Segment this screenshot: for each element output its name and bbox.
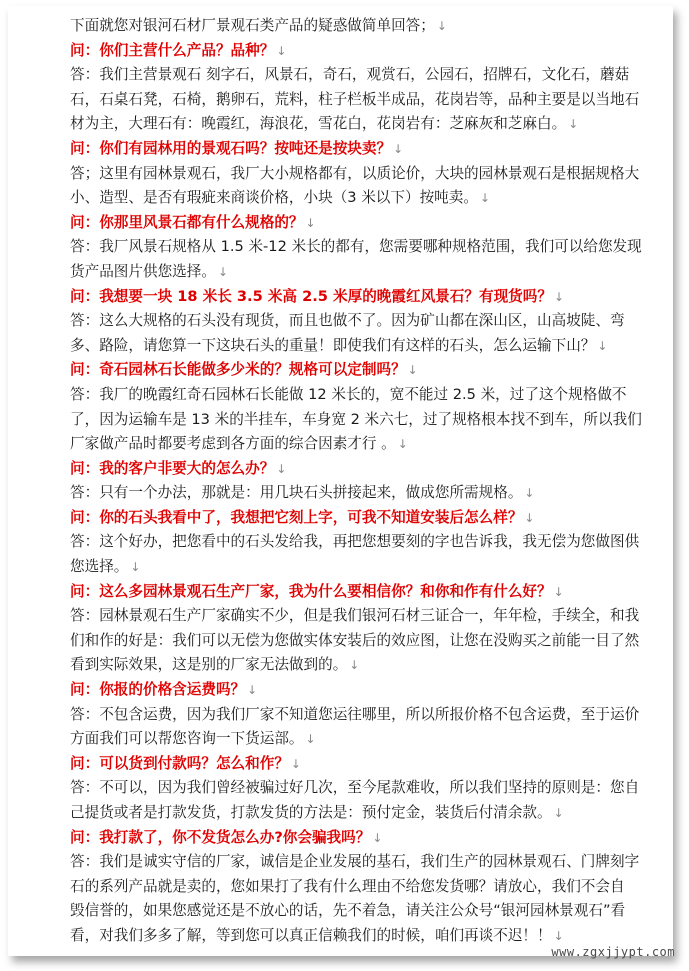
question-text: 问：你报的价格含运费吗？ (70, 681, 246, 699)
question-text: 问：我的客户非要大的怎么办？ (70, 459, 275, 477)
paragraph-mark-icon: ↓ (305, 732, 316, 747)
answer-text: 小、造型、是否有瑕疵来商谈价格，小块（3 米以下）按吨卖。 (70, 189, 478, 207)
answer-line (70, 555, 638, 580)
question-line (70, 211, 638, 236)
answer-text: 多、路险，请您算一下这块石头的重量！即使我们有这样的石头，怎么运输下山？ (70, 336, 596, 354)
paragraph-mark-icon: ↓ (305, 215, 316, 230)
answer-line (70, 260, 638, 285)
answer-text: 答：这个好办，把您看中的石头发给我，再把您想要刻的字也告诉我，我无偿为您做图供 (70, 533, 640, 551)
answer-line (70, 88, 638, 113)
answer-text: 答：我们主营景观石 刻字石，风景石，奇石，观赏石，公园石，招牌石，文化石，蘑菇 (70, 66, 630, 84)
paragraph-mark-icon: ↓ (553, 289, 565, 304)
question-line (70, 457, 638, 482)
answer-line (70, 162, 638, 187)
question-text: 问：你们主营什么产品？品种？ (70, 41, 275, 59)
paragraph-mark-icon: ↓ (397, 437, 408, 452)
answer-text: 答：我厂的晚霞红奇石园林石长能做 12 米长的，宽不能过 2.5 米，过了这个规格做不 (70, 385, 627, 403)
answer-text: 己提货或者是打款发货，打款发货的方法是：预付定金，装货后付清余款。 (70, 804, 552, 821)
question-line (70, 506, 638, 531)
answer-line (70, 235, 642, 260)
paragraph-mark-icon: ↓ (290, 756, 301, 771)
answer-text: 货产品图片供您选择。 (70, 262, 216, 280)
answer-text: 答：不可以，因为我们曾经被骗过好几次，至今尾款难收，所以我们坚持的原则是：您自 (70, 779, 640, 797)
document-page (8, 6, 673, 956)
answer-text: 方面我们可以帮您咨询一下货运部。 (70, 730, 304, 748)
question-text: 问：你们有园林用的景观石吗？按吨还是按块卖？ (70, 139, 392, 157)
question-line (70, 752, 638, 777)
question-text: 问：我打款了，你不发货怎么办?你会骗我吗？ (70, 828, 371, 846)
answer-line (70, 334, 638, 359)
answer-line (70, 653, 638, 678)
paragraph-mark-icon: ↓ (524, 510, 535, 525)
answer-text: 您选择。 (70, 558, 129, 576)
answer-text: 看到实际效果，这是别的厂家无法做到的。 (70, 656, 348, 674)
paragraph-mark-icon: ↓ (524, 486, 535, 501)
answer-line (70, 801, 638, 826)
answer-line (70, 727, 638, 752)
answer-line (70, 481, 638, 506)
paragraph-mark-icon: ↓ (553, 806, 564, 820)
question-text: 问：可以货到付款吗？怎么和作？ (70, 754, 289, 772)
answer-text: 厂家做产品时都要考虑到各方面的综合因素才行 。 (70, 435, 396, 453)
answer-line (70, 186, 638, 211)
question-text: 问：你的石头我看中了，我想把它刻上字，可我不知道安装后怎么样？ (70, 508, 523, 526)
paragraph-mark-icon: ↓ (276, 43, 287, 58)
question-line (70, 285, 638, 310)
site-watermark: www.zgxjjypt.com (551, 945, 675, 959)
question-line (70, 137, 638, 162)
answer-line (70, 850, 638, 875)
answer-line (70, 530, 638, 555)
paragraph-mark-icon: ↓ (349, 658, 360, 673)
paragraph-mark-icon: ↓ (130, 560, 141, 575)
answer-line (70, 309, 638, 334)
paragraph-mark-icon: ↓ (597, 338, 608, 353)
paragraph-mark-icon: ↓ (393, 141, 404, 156)
answer-line (70, 629, 638, 654)
question-line (70, 39, 638, 64)
paragraph-mark-icon: ↓ (553, 584, 564, 599)
answer-line (70, 703, 638, 728)
answer-text: 了，因为运输车是 13 米的半挂车，车身宽 2 米六七，过了规格根本找不到车，所以我们 (70, 410, 642, 428)
question-line (70, 580, 638, 605)
question-line (70, 826, 638, 851)
question-line (70, 358, 638, 383)
answer-text: 答：园林景观石生产厂家确实不少，但是我们银河石材三证合一，年年检，手续全，和我 (70, 607, 640, 625)
answer-text: 看，对我们多多了解，等到您可以真正信赖我们的时候，咱们再谈不迟！！ (70, 926, 552, 944)
question-text: 问：这么多园林景观石生产厂家，我为什么要相信你？和你和作有什么好？ (70, 582, 552, 600)
paragraph-mark-icon: ↓ (217, 264, 229, 279)
answer-text: 答：这么大规格的石头没有现货，而且也做不了。因为矿山都在深山区，山高坡陡、弯 (70, 312, 625, 330)
answer-text: 石的系列产品就是卖的，您如果打了我有什么理由不给您发货哪？请放心，我们不会自 (70, 877, 625, 895)
paragraph-mark-icon: ↓ (372, 830, 383, 845)
answer-text: 答：我厂风景石规格从 1.5 米-12 米长的都有，您需要哪种规格范围，我们可以给您发现 (70, 238, 642, 256)
answer-text: 答；这里有园林景观石，我厂大小规格都有，以质论价，大块的园林景观石是根据规格大 (70, 164, 640, 182)
paragraph-mark-icon: ↓ (407, 363, 418, 378)
paragraph-mark-icon: ↓ (436, 19, 447, 33)
answer-text: 答：只有一个办法，那就是：用几块石头拼接起来，做成您所需规格。 (70, 484, 523, 502)
faq-content (70, 14, 642, 949)
answer-text: 材为主，大理石有：晚霞红，海浪花，雪花白，花岗岩有：芝麻灰和芝麻白。 (70, 115, 567, 133)
answer-text: 石，石桌石凳，石椅，鹅卵石，荒料，柱子栏板半成品，花岗岩等，品种主要是以当地石 (70, 90, 640, 108)
paragraph-mark-icon: ↓ (247, 683, 258, 698)
paragraph-mark-icon: ↓ (479, 191, 491, 206)
question-line (70, 678, 638, 703)
answer-line (70, 776, 638, 801)
answer-text: 答：不包含运费，因为我们厂家不知道您运往哪里，所以所报价格不包含运费，至于运价 (70, 705, 640, 723)
answer-line (70, 63, 638, 88)
answer-line (70, 432, 638, 457)
intro-line (70, 14, 638, 39)
question-text: 问：你那里风景石都有什么规格的？ (70, 213, 304, 231)
answer-text: 毁信誉的，如果您感觉还是不放心的话，先不着急，请关注公众号“银河园林景观石”看 (70, 902, 626, 920)
question-text: 问：奇石园林石长能做多少米的？规格可以定制吗？ (70, 361, 406, 379)
answer-line (70, 604, 638, 629)
paragraph-mark-icon: ↓ (568, 117, 579, 132)
answer-line (70, 112, 638, 137)
answer-text: 答：我们是诚实守信的厂家，诚信是企业发展的基石，我们生产的园林景观石、门牌刻字 (70, 853, 640, 871)
answer-line (70, 383, 638, 408)
answer-text: 们和作的好是：我们可以无偿为您做实体安装后的效应图，让您在没购买之前能一目了然 (70, 631, 640, 649)
answer-line (70, 408, 642, 433)
answer-line (70, 875, 638, 900)
paragraph-mark-icon: ↓ (276, 461, 287, 476)
answer-line (70, 899, 638, 924)
intro-text: 下面就您对银河石材厂景观石类产品的疑惑做简单回答； (70, 17, 435, 34)
paragraph-mark-icon: ↓ (553, 928, 564, 943)
question-text: 问：我想要一块 18 米长 3.5 米高 2.5 米厚的晚霞红风景石？有现货吗？ (70, 287, 552, 305)
